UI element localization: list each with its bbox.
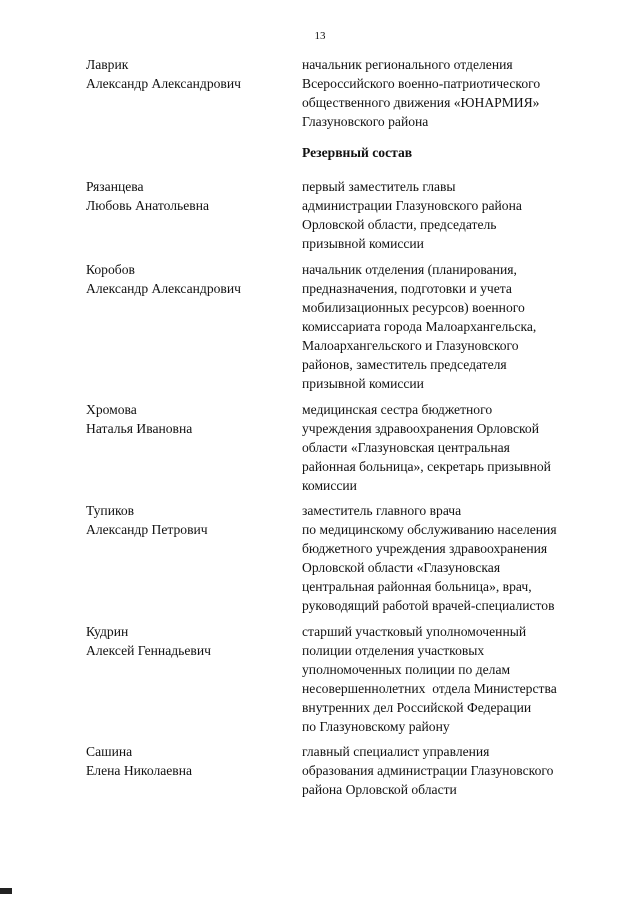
position-line: мобилизационных ресурсов) военного <box>302 300 525 315</box>
position-line: комиссариата города Малоархангельска, <box>302 319 537 334</box>
member-position <box>302 501 602 615</box>
position-line: полиции отделения участковых <box>302 643 485 658</box>
position-line: несовершеннолетних отдела Министерства <box>302 681 557 696</box>
member-given-names: Александр Александрович <box>86 281 241 296</box>
member-given-names: Александр Петрович <box>86 522 208 537</box>
member-given-names: Елена Николаевна <box>86 763 193 778</box>
position-line: администрации Глазуновского района <box>302 198 522 213</box>
position-line: предназначения, подготовки и учета <box>302 281 512 296</box>
member-position <box>302 177 602 253</box>
position-line: района Орловской области <box>302 782 457 797</box>
position-line: общественного движения «ЮНАРМИЯ» <box>302 95 540 110</box>
position-line: комиссии <box>302 478 357 493</box>
member-given-names: Любовь Анатольевна <box>86 198 210 213</box>
member-surname: Коробов <box>86 262 135 277</box>
position-line: призывной комиссии <box>302 236 424 251</box>
position-line: Орловской области, председатель <box>302 217 497 232</box>
position-line: внутренних дел Российской Федерации <box>302 700 532 715</box>
position-line: Всероссийского военно-патриотического <box>302 76 541 91</box>
position-line: начальник отделения (планирования, <box>302 262 517 277</box>
member-given-names: Наталья Ивановна <box>86 421 193 436</box>
position-line: районов, заместитель председателя <box>302 357 507 372</box>
position-line: главный специалист управления <box>302 744 490 759</box>
position-line: образования администрации Глазуновского <box>302 763 554 778</box>
position-line: учреждения здравоохранения Орловской <box>302 421 539 436</box>
member-surname: Тупиков <box>86 503 135 518</box>
member-surname: Кудрин <box>86 624 129 639</box>
position-line: уполномоченных полиции по делам <box>302 662 511 677</box>
page-number: 13 <box>314 30 326 42</box>
position-line: центральная районная больница», врач, <box>302 579 532 594</box>
member-position <box>302 622 602 736</box>
position-line: первый заместитель главы <box>302 179 456 194</box>
scan-edge-mark <box>0 888 12 894</box>
position-line: бюджетного учреждения здравоохранения <box>302 541 548 556</box>
position-line: Малоархангельского и Глазуновского <box>302 338 519 353</box>
member-name <box>86 177 286 215</box>
reserve-heading: Резервный состав <box>302 145 413 160</box>
member-surname: Хромова <box>86 402 137 417</box>
member-position <box>302 742 602 799</box>
position-line: заместитель главного врача <box>302 503 462 518</box>
position-line: по Глазуновскому району <box>302 719 450 734</box>
position-line: области «Глазуновская центральная <box>302 440 510 455</box>
position-line: начальник регионального отделения <box>302 57 513 72</box>
member-position <box>302 400 602 495</box>
member-name <box>86 501 286 539</box>
member-given-names: Алексей Геннадьевич <box>86 643 211 658</box>
member-position <box>302 260 602 393</box>
member-surname: Сашина <box>86 744 133 759</box>
position-line: Орловской области «Глазуновская <box>302 560 501 575</box>
member-name <box>86 260 286 298</box>
member-surname: Лаврик <box>86 57 129 72</box>
position-line: Глазуновского района <box>302 114 429 129</box>
position-line: медицинская сестра бюджетного <box>302 402 493 417</box>
position-line: по медицинскому обслуживанию населения <box>302 522 557 537</box>
member-name <box>86 742 286 780</box>
position-line: призывной комиссии <box>302 376 424 391</box>
member-surname: Рязанцева <box>86 179 144 194</box>
member-given-names: Александр Александрович <box>86 76 241 91</box>
position-line: старший участковый уполномоченный <box>302 624 527 639</box>
member-name <box>86 55 286 93</box>
member-name <box>86 622 286 660</box>
position-line: районная больница», секретарь призывной <box>302 459 551 474</box>
position-line: руководящий работой врачей-специалистов <box>302 598 555 613</box>
member-position <box>302 55 602 131</box>
member-name <box>86 400 286 438</box>
